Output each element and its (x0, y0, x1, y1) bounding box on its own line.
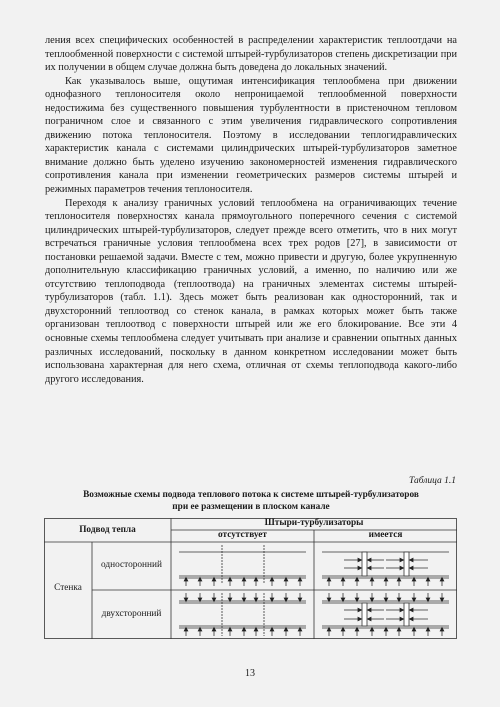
header-pins-absent: отсутствует (218, 530, 267, 540)
paragraph-3: Переходя к анализу граничных условий теплообмена на ограничивающих течение теплоносителя поверхностях канала прямоугольного поперечного сечения с системой цилиндрических штырей-турбулизаторов, следует прежде всего отметить, что в них могут встречаться граничные условия теплообмена всех трех родов [27], в зависимости от постановки решаемой задачи. Вместе с тем, можно привести и другую, более укрупненную дополнительную классификацию граничных условий, а именно, по наличию или же отсутствию теплоподвода (теплоотвода) на граничных элементах системы штырей-турбулизаторов (табл. 1.1). Здесь может быть реализован как односторонний, так и двухсторонний теплоотвод со стенок канала, в рамках которых может быть также организован теплоотвод с поверхности штырей или же его блокирование. Все эти 4 основные схемы теплообмена следует учитывать при анализе и сравнении опытных данных различных исследований, поскольку в данном конкретном исследовании может быть использована характерная для него схема, отличная от схемы теплоподвода какого-либо другого исследования. (45, 197, 457, 385)
scheme-two-sided-with-pins (322, 593, 449, 636)
row-one-sided: односторонний (101, 560, 162, 570)
header-heat-supply: Подвод тепла (79, 525, 136, 535)
scheme-two-sided-no-pins (179, 593, 306, 636)
table-title (45, 489, 457, 513)
scheme-one-sided-with-pins (322, 552, 449, 586)
table-number: Таблица 1.1 (409, 476, 456, 486)
header-pins: Штыри-турбулизаторы (264, 518, 364, 528)
table-title-line-1: Возможные схемы подвода теплового потока к системе штырей-турбулизаторов (83, 490, 419, 500)
paragraph-1: ления всех специфических особенностей в распределении характеристик теплоотдачи на теплообменной поверхности с системой штырей-турбулизаторов степень дискретизации при их получении в общем случае должна быть доведена до локальных значений. (45, 35, 457, 74)
paragraph-2: Как указывалось выше, ощутимая интенсификация теплообмена при движении однофазного теплоносителя около непроницаемой теплообменной поверхности недостижима без существенного повышения турбулентности в пристеночном тепловом пограничном слое и связанного с этим увеличения гидравлического сопротивления движению потока теплоносителя. Поэтому в исследовании теплогидравлических характеристик канала с системами цилиндрических штырей-турбулизаторов заметное внимание должно быть уделено изучению закономерностей изменения гидравлического сопротивления канала при изменении геометрических размеров системы штырей и режимных параметров течения теплоносителя. (45, 75, 457, 196)
heat-supply-table (44, 518, 457, 639)
row-two-sided: двухсторонний (101, 609, 162, 619)
header-pins-present: имеется (368, 530, 403, 540)
table-title-line-2: при ее размещении в плоском канале (172, 502, 330, 512)
scheme-one-sided-no-pins (179, 545, 306, 586)
page-number: 13 (245, 668, 255, 679)
body-text (45, 34, 457, 386)
row-group-wall: Стенка (54, 583, 82, 593)
